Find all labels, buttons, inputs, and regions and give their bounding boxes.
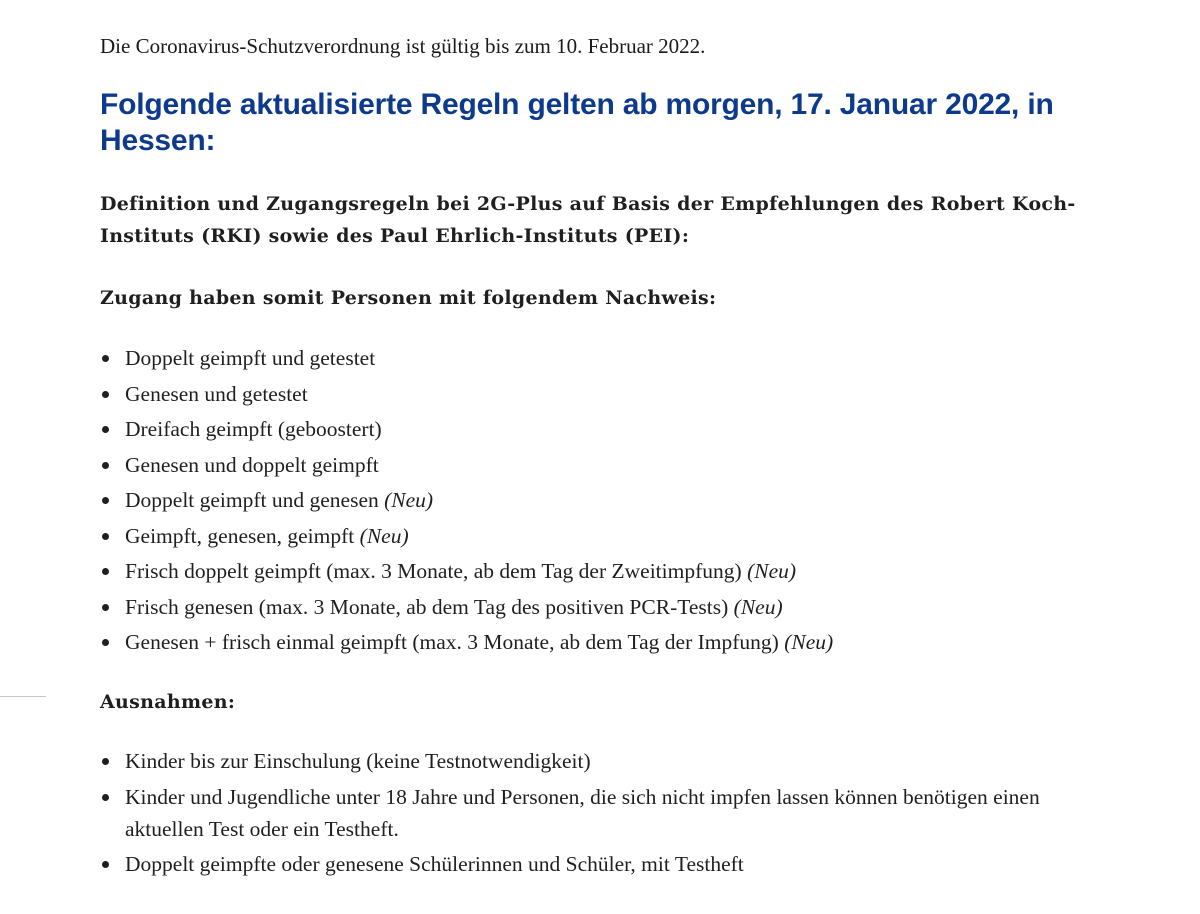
list-item — [100, 745, 1060, 781]
exceptions-list — [100, 745, 1060, 883]
new-marker: (Neu) — [384, 488, 434, 512]
exceptions-heading: Ausnahmen: — [100, 691, 236, 713]
access-heading: Zugang haben somit Personen mit folgendem Nachweis: — [100, 287, 717, 309]
intro-text: Die Coronavirus-Schutzverordnung ist gültig bis zum 10. Februar 2022. — [100, 34, 706, 58]
rules-headline: Folgende aktualisierte Regeln gelten ab morgen, 17. Januar 2022, in Hessen: — [100, 88, 1054, 157]
new-marker: (Neu) — [733, 594, 783, 619]
list-item-text: Frisch doppelt geimpft (max. 3 Monate, ab dem Tag der Zweitimpfung) — [125, 559, 748, 583]
bullet-icon — [102, 568, 109, 575]
list-item — [100, 848, 1060, 884]
list-item-text: Doppelt geimpfte oder genesene Schülerinnen und Schüler, mit Testheft — [125, 851, 744, 876]
bullet-icon — [102, 639, 109, 646]
list-item — [100, 781, 1060, 848]
list-item-text: Dreifach geimpft (geboostert) — [125, 417, 382, 441]
list-item — [100, 626, 833, 662]
definition-heading: Definition und Zugangsregeln bei 2G-Plus auf Basis der Empfehlungen des Robert Koch-Instituts (RKI) sowie des Paul Ehrlich-Instituts (PEI): — [100, 193, 1076, 247]
list-item — [100, 520, 833, 556]
list-item — [100, 413, 833, 449]
list-item-text: Genesen + frisch einmal geimpft (max. 3 Monate, ab dem Tag der Impfung) — [125, 630, 785, 654]
bullet-icon — [102, 861, 109, 868]
list-item-text: Kinder bis zur Einschulung (keine Testnotwendigkeit) — [125, 749, 591, 773]
list-item — [100, 449, 833, 485]
list-item — [100, 591, 833, 627]
side-divider — [0, 696, 46, 697]
bullet-icon — [102, 497, 109, 504]
list-item-text: Frisch genesen (max. 3 Monate, ab dem Tag des positiven PCR-Tests) — [125, 594, 734, 619]
bullet-icon — [102, 391, 109, 398]
list-item-text: Genesen und doppelt geimpft — [125, 452, 379, 477]
list-item-text: Kinder und Jugendliche unter 18 Jahre und Personen, die sich nicht impfen lassen können benötigen einen aktuellen Test oder ein Testheft. — [125, 784, 1040, 841]
bullet-icon — [102, 462, 109, 469]
access-list — [100, 342, 833, 662]
bullet-icon — [102, 758, 109, 765]
list-item-text: Geimpft, genesen, geimpft — [125, 523, 360, 548]
list-item — [100, 342, 833, 378]
bullet-icon — [102, 794, 109, 801]
bullet-icon — [102, 426, 109, 433]
bullet-icon — [102, 533, 109, 540]
bullet-icon — [102, 604, 109, 611]
list-item-text: Doppelt geimpft und getestet — [125, 346, 376, 370]
list-item — [100, 378, 833, 414]
list-item — [100, 484, 833, 520]
list-item-text: Genesen und getestet — [125, 381, 308, 406]
new-marker: (Neu) — [784, 630, 834, 654]
bullet-icon — [102, 355, 109, 362]
new-marker: (Neu) — [747, 559, 797, 583]
list-item-text: Doppelt geimpft und genesen — [125, 488, 385, 512]
list-item — [100, 555, 833, 591]
new-marker: (Neu) — [359, 523, 409, 548]
